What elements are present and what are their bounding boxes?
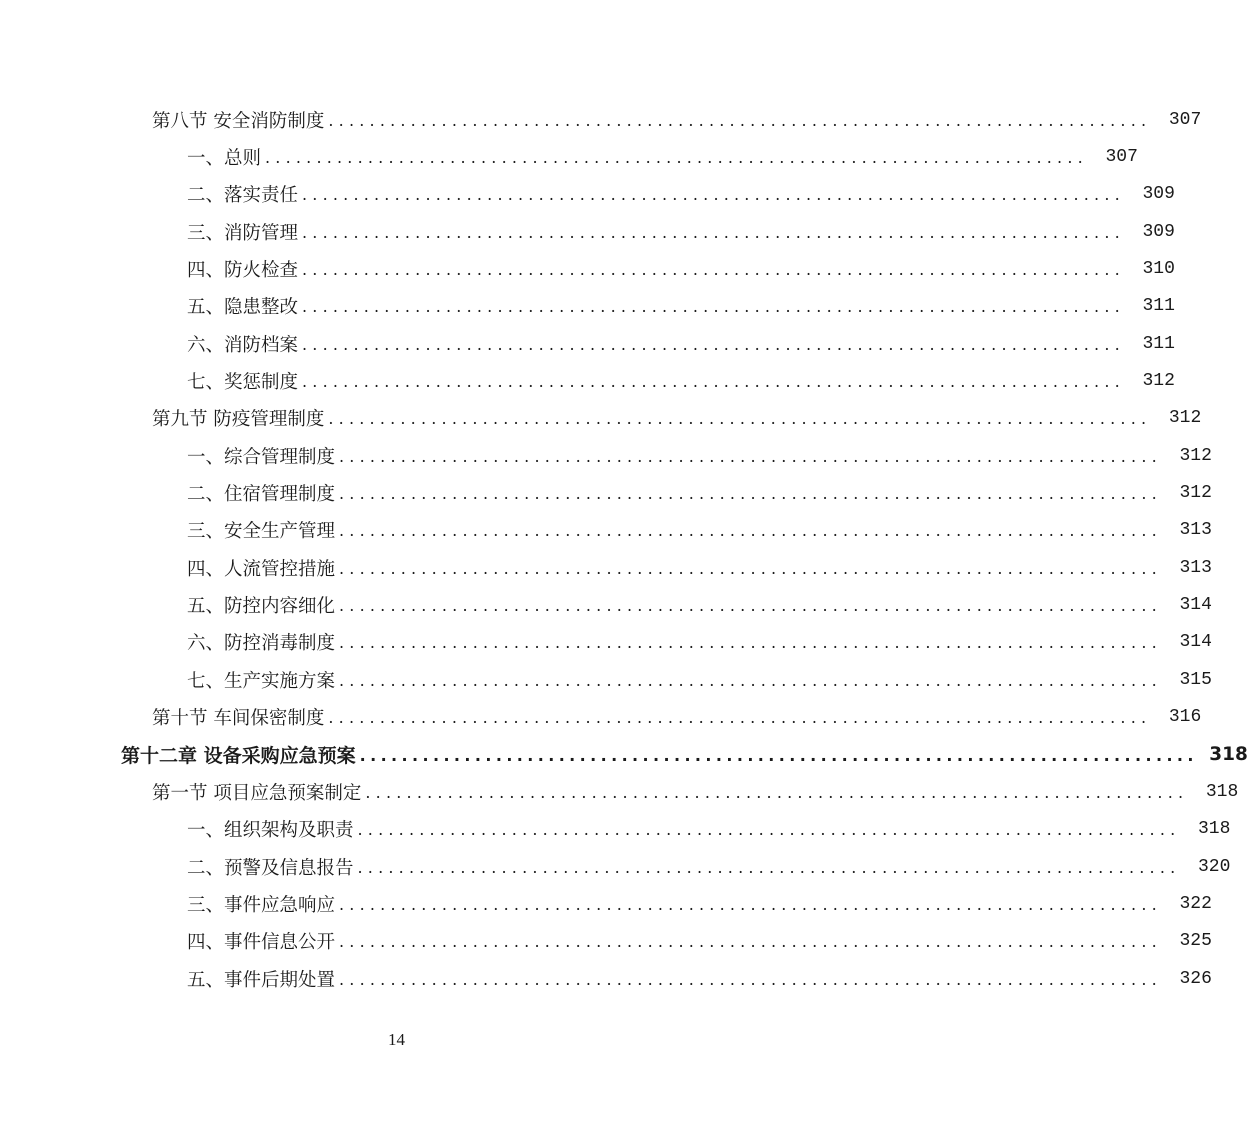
toc-entry-page: 314 xyxy=(1179,595,1212,616)
toc-entry-title: 七、奖惩制度 xyxy=(187,372,299,394)
toc-entry-page: 326 xyxy=(1179,968,1212,989)
toc-entry-title: 四、事件信息公开 xyxy=(187,932,336,954)
toc-entry-page: 322 xyxy=(1179,893,1212,914)
toc-entry-title: 六、防控消毒制度 xyxy=(187,633,336,655)
toc-entry[interactable] xyxy=(0,699,1202,736)
toc-entry-title: 五、事件后期处置 xyxy=(187,969,336,991)
toc-entry[interactable] xyxy=(0,848,1231,885)
toc-entry-title: 第九节 防疫管理制度 xyxy=(152,409,325,431)
toc-entry-title: 二、落实责任 xyxy=(187,185,299,207)
toc-entry[interactable] xyxy=(0,325,1175,362)
toc-entry-page: 310 xyxy=(1142,259,1175,280)
dot-leader: ................................................................................ xyxy=(339,484,1162,504)
toc-entry-page: 314 xyxy=(1179,632,1212,653)
toc-entry[interactable] xyxy=(0,624,1212,661)
toc-entry[interactable] xyxy=(0,960,1212,997)
toc-entry[interactable] xyxy=(0,885,1212,922)
toc-entry-title: 一、组织架构及职责 xyxy=(187,820,354,842)
toc-entry-page: 316 xyxy=(1168,707,1202,728)
toc-entry-title: 四、防火检查 xyxy=(187,260,299,282)
toc-entry-title: 二、预警及信息报告 xyxy=(187,857,354,879)
toc-entry[interactable] xyxy=(0,213,1175,250)
toc-entry-page: 318 xyxy=(1209,744,1248,766)
toc-entry-title: 二、住宿管理制度 xyxy=(187,484,336,506)
table-of-contents xyxy=(0,101,1248,997)
page-number: 14 xyxy=(388,1030,405,1049)
toc-entry-page: 325 xyxy=(1179,931,1212,952)
dot-leader: ................................................................................ xyxy=(302,222,1125,242)
dot-leader: ................................................................................ xyxy=(339,932,1162,952)
toc-entry-page: 311 xyxy=(1142,333,1175,354)
toc-entry-title: 五、防控内容细化 xyxy=(187,596,336,618)
dot-leader: ................................................................................ xyxy=(265,148,1088,168)
toc-entry-title: 第十二章 设备采购应急预案 xyxy=(121,745,356,768)
dot-leader: ................................................................................ xyxy=(302,185,1125,205)
toc-entry-title: 第十节 车间保密制度 xyxy=(152,708,325,730)
dot-leader: ................................................................................ xyxy=(302,297,1125,317)
toc-entry[interactable] xyxy=(0,437,1212,474)
toc-entry-page: 315 xyxy=(1179,669,1212,690)
toc-entry-page: 312 xyxy=(1168,408,1202,429)
dot-leader: ................................................................................ xyxy=(302,260,1125,280)
toc-entry-page: 312 xyxy=(1142,371,1175,392)
toc-entry-title: 七、生产实施方案 xyxy=(187,670,336,692)
dot-leader: ................................................................................ xyxy=(339,670,1162,690)
toc-entry[interactable] xyxy=(0,362,1175,399)
dot-leader: ................................................................................ xyxy=(359,745,1198,765)
toc-entry-page: 307 xyxy=(1168,109,1202,130)
toc-chapter-entry[interactable] xyxy=(0,736,1248,773)
dot-leader: ................................................................................ xyxy=(328,110,1152,130)
toc-entry-page: 309 xyxy=(1142,184,1175,205)
dot-leader: ................................................................................ xyxy=(339,894,1162,914)
toc-entry[interactable] xyxy=(0,512,1212,549)
toc-entry-title: 五、隐患整改 xyxy=(187,297,299,319)
toc-entry-title: 三、事件应急响应 xyxy=(187,894,336,916)
dot-leader: ................................................................................ xyxy=(302,372,1125,392)
toc-entry[interactable] xyxy=(0,288,1175,325)
toc-entry[interactable] xyxy=(0,661,1212,698)
dot-leader: ................................................................................ xyxy=(339,633,1162,653)
dot-leader: ................................................................................ xyxy=(328,409,1152,429)
toc-entry-page: 313 xyxy=(1179,520,1212,541)
toc-entry[interactable] xyxy=(0,773,1239,810)
toc-entry[interactable] xyxy=(0,400,1202,437)
toc-entry-page: 312 xyxy=(1179,483,1212,504)
dot-leader: ................................................................................ xyxy=(357,857,1181,877)
dot-leader: ................................................................................ xyxy=(339,521,1162,541)
toc-entry-title: 第八节 安全消防制度 xyxy=(152,110,325,132)
toc-entry[interactable] xyxy=(0,811,1231,848)
toc-entry[interactable] xyxy=(0,138,1138,175)
toc-entry-page: 318 xyxy=(1205,781,1239,802)
toc-entry-page: 307 xyxy=(1105,147,1138,168)
toc-entry[interactable] xyxy=(0,101,1202,138)
toc-entry[interactable] xyxy=(0,176,1175,213)
toc-entry-title: 六、消防档案 xyxy=(187,334,299,356)
toc-entry[interactable] xyxy=(0,586,1212,623)
toc-entry-title: 一、总则 xyxy=(187,148,262,170)
dot-leader: ................................................................................ xyxy=(302,334,1125,354)
toc-entry[interactable] xyxy=(0,250,1175,287)
dot-leader: ................................................................................ xyxy=(357,820,1181,840)
dot-leader: ................................................................................ xyxy=(339,969,1162,989)
dot-leader: ................................................................................ xyxy=(328,708,1152,728)
toc-entry-title: 一、综合管理制度 xyxy=(187,446,336,468)
dot-leader: ................................................................................ xyxy=(365,782,1189,802)
toc-entry-page: 320 xyxy=(1197,856,1231,877)
dot-leader: ................................................................................ xyxy=(339,558,1162,578)
toc-entry-page: 313 xyxy=(1179,557,1212,578)
toc-entry-title: 三、安全生产管理 xyxy=(187,521,336,543)
toc-entry[interactable] xyxy=(0,923,1212,960)
toc-entry-page: 312 xyxy=(1179,445,1212,466)
toc-entry-page: 311 xyxy=(1142,296,1175,317)
toc-entry-page: 318 xyxy=(1197,819,1231,840)
toc-entry-page: 309 xyxy=(1142,221,1175,242)
toc-entry[interactable] xyxy=(0,474,1212,511)
toc-entry-title: 四、人流管控措施 xyxy=(187,558,336,580)
dot-leader: ................................................................................ xyxy=(339,596,1162,616)
toc-entry-title: 第一节 项目应急预案制定 xyxy=(152,782,362,804)
dot-leader: ................................................................................ xyxy=(339,446,1162,466)
toc-entry[interactable] xyxy=(0,549,1212,586)
toc-entry-title: 三、消防管理 xyxy=(187,222,299,244)
